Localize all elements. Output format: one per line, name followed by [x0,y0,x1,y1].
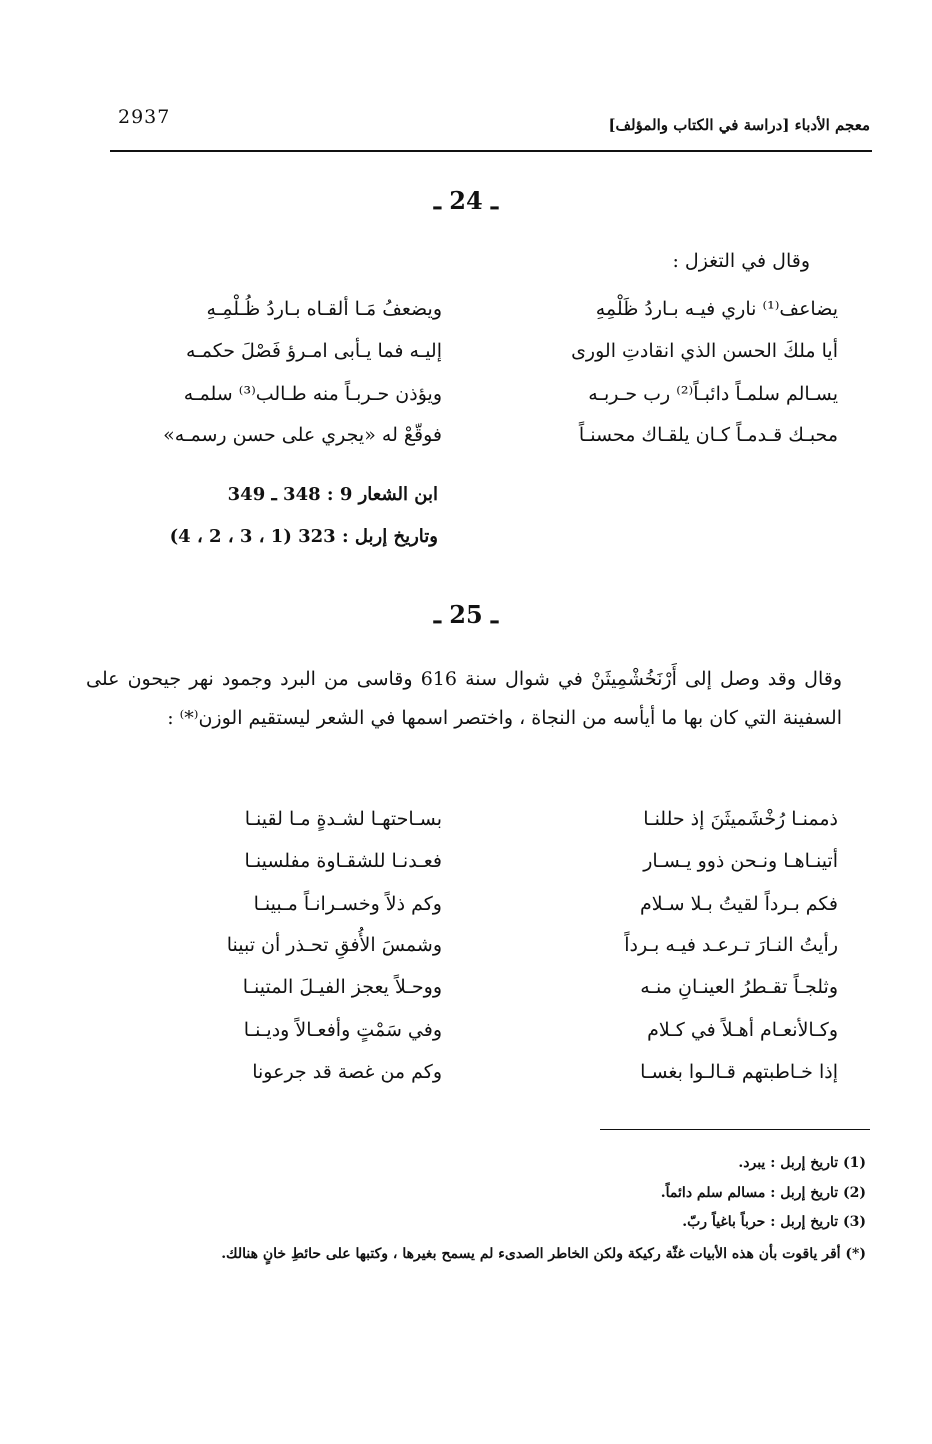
verse-hemistich-right: رأيتُ النـارَ تـرعـد فيـه بـرداً [624,934,838,956]
footnote: (2) تاريخ إربل : مسالم سلم دائماً. [660,1185,866,1201]
footnote: (*) أقر ياقوت بأن هذه الأبيات غثّة ركيكة ولكن الخاطر الصدىء لم يسمح بغيرها ، وكتبها على حائطِ خانٍ هنالك. [221,1246,866,1262]
verse-hemistich-right: محبـك قـدمـاً كـان يلقـاك محسنـاً [578,424,838,446]
verse-hemistich-right: يسـالم سلمـاً دائبـاً⁽²⁾ رب حـربـه [588,383,838,405]
verse-hemistich-left: وفي سَمْتٍ وأفعـالاً وديـنـا [243,1019,442,1041]
verse-hemistich-left: إليـه فما يـأبى امـرؤ فَصْلَ حكمـه [186,340,442,362]
source-citation: ابن الشعار 9 : 348 ـ 349 [227,484,438,505]
footnote-divider [600,1129,870,1130]
verse-hemistich-right: ذممنـا رُخْشَميثَنَ إذ حللنـا [643,808,838,830]
verse-hemistich-left: بسـاحتهـا لشـدةٍ مـا لقينـا [244,808,442,830]
verse-hemistich-left: ويضعفُ مَـا ألقـاه بـاردُ ظُـلْمِـهِ [206,298,442,320]
section-25-prose: وقال وقد وصل إلى أَرْنَخُشْمِيثَنْ في شوال سنة 616 وقاسى من البرد وجمود نهر جيحون على السفينة التي كان بها ما أيأسه من النجاة ، واختصر اسمها في الشعر ليستقيم الوزن⁽*⁾ : [86,668,843,729]
verse-hemistich-right: يضاعف⁽¹⁾ ناري فيـه بـاردُ ظَلْمِهِ [595,298,838,320]
verse-hemistich-left: ووحـلاً يعجز الفيـلَ المتينـا [242,976,442,998]
header-divider [110,150,872,152]
verse-hemistich-left: وشمسَ الأُفقِ تحـذر أن تبينا [226,934,442,956]
verse-hemistich-left: فوقّعْ له «يجري على حسن رسمـه» [163,424,442,446]
page-number: 2937 [118,106,171,128]
verse-hemistich-right: فكم بـرداً لقيتُ بـلا سـلام [639,893,838,915]
verse-hemistich-left: فعـدنـا للشقـاوة مفلسينـا [244,850,442,872]
verse-hemistich-right: وثلجـاً تقـطرُ العينـانِ منـه [640,976,838,998]
verse-hemistich-left: ويؤذن حـربـاً منه طـالب⁽³⁾ سلمـه [183,383,442,405]
verse-hemistich-right: وكـالأنعـام أهـلاً في كـلام [647,1019,838,1041]
source-citation: وتاريخ إربل : 323 (1 ، 3 ، 2 ، 4) [169,526,438,547]
section-number-25: ـ 25 ـ [433,600,499,629]
verse-hemistich-right: أيا ملكَ الحسن الذي انقادتِ الورى [571,340,838,362]
verse-hemistich-left: وكم من غصة قد جرعونا [252,1061,442,1083]
section-24-intro: وقال في التغزل : [672,250,810,272]
section-number-24: ـ 24 ـ [433,186,499,215]
running-header-title: معجم الأدباء [دراسة في الكتاب والمؤلف] [608,116,870,134]
verse-hemistich-right: أتينـاهـا ونـحن ذوو يـسـار [643,850,838,872]
verse-hemistich-left: وكم ذلاً وخسـرانـاً مـبينـا [253,893,442,915]
footnote: (3) تاريخ إربل : حرباً باغياً ربّ. [682,1214,866,1230]
footnote: (1) تاريخ إربل : يبرد. [738,1155,866,1171]
verse-hemistich-right: إذا خـاطبتهم قـالـوا بغسـا [640,1061,838,1083]
